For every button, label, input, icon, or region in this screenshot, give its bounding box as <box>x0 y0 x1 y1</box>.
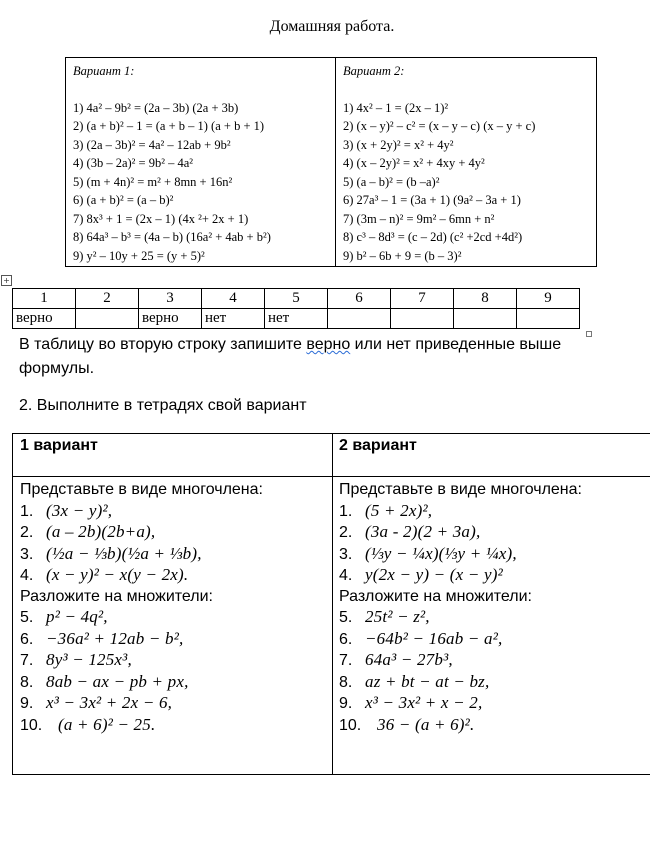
exercise-column-separator <box>332 434 333 774</box>
answer-table <box>12 288 580 329</box>
exercise-table <box>12 433 650 775</box>
exercise-expression: y(2x − y) − (x − y)² <box>365 565 503 584</box>
variant-2-formula: 3) (x + 2y)² = x² + 4y² <box>343 137 454 152</box>
exercise-item <box>339 565 582 587</box>
variants-divider <box>335 58 336 266</box>
exercise-item <box>20 501 263 523</box>
variant-2-formula: 8) c³ – 8d³ = (c – 2d) (c² +2cd +4d²) <box>343 230 523 244</box>
variant-1-formula: 9) y² – 10y + 25 = (y + 5)² <box>73 248 205 263</box>
exercise-expression: (a + 6)² − 25. <box>58 714 156 734</box>
answer-input-cell[interactable]: верно <box>13 309 76 329</box>
variant-1-formula: 7) 8x³ + 1 = (2x – 1) (4x ²+ 2x + 1) <box>73 211 249 226</box>
exercise-number: 10. <box>20 716 43 734</box>
exercise-item <box>339 693 582 715</box>
exercise-item <box>20 650 263 672</box>
exercise-expression: p² − 4q², <box>46 607 108 626</box>
exercise-item <box>339 629 582 651</box>
answer-input-cell[interactable] <box>76 309 139 329</box>
variant-2-column <box>343 62 535 265</box>
variant-2-formula: 4) (x – 2y)² = x² + 4xy + 4y² <box>343 156 485 170</box>
exercise-expression: (3x − y)², <box>46 500 113 520</box>
exercise-number: 9. <box>20 695 34 712</box>
task-2-text: 2. Выполните в тетрадях свой вариант <box>19 397 307 414</box>
exercise-number: 10. <box>339 716 362 734</box>
exercise-number: 3. <box>20 545 34 563</box>
exercise-number: 5. <box>20 609 34 626</box>
exercise-expression: (a – 2b)(2b+a), <box>46 522 156 541</box>
exercise-number: 2. <box>339 524 353 541</box>
answer-number-cell: 9 <box>517 289 580 309</box>
exercise-item <box>20 544 263 566</box>
variant-1-header: 1 вариант <box>20 437 98 454</box>
variant-2-section-1: Представьте в виде многочлена: <box>339 481 582 498</box>
variant-1-heading: Вариант 1: <box>73 64 135 78</box>
variant-2-exercises <box>339 480 582 736</box>
variant-1-section-2: Разложите на множители: <box>20 587 213 605</box>
exercise-item <box>20 629 263 651</box>
answer-input-cell[interactable] <box>391 309 454 329</box>
variant-2-heading: Вариант 2: <box>343 64 405 78</box>
variant-2-formula: 6) 27a³ – 1 = (3a + 1) (9a² – 3a + 1) <box>343 193 521 207</box>
exercise-item <box>339 715 582 737</box>
exercise-expression: 36 − (a + 6)². <box>377 714 475 734</box>
exercise-item <box>339 650 582 672</box>
exercise-expression: 25t² − z², <box>365 607 430 626</box>
instruction-text <box>19 333 619 381</box>
exercise-expression: −64b² − 16ab − a², <box>365 628 503 648</box>
exercise-number: 4. <box>20 567 34 584</box>
exercise-item <box>339 522 582 544</box>
variant-1-formula: 2) (a + b)² – 1 = (a + b – 1) (a + b + 1) <box>73 119 265 133</box>
variant-2-formula: 9) b² – 6b + 9 = (b – 3)² <box>343 248 462 263</box>
answer-number-cell: 8 <box>454 289 517 309</box>
exercise-number: 7. <box>339 652 353 669</box>
answer-number-cell: 1 <box>13 289 76 309</box>
page-title: Домашняя работа. <box>269 18 395 35</box>
variant-1-formula: 8) 64a³ – b³ = (4a – b) (16a² + 4ab + b²) <box>73 230 271 244</box>
exercise-expression: (3a - 2)(2 + 3a), <box>365 522 481 541</box>
instruction-underlined-word: верно <box>306 336 351 353</box>
exercise-number: 8. <box>20 673 34 691</box>
exercise-item <box>20 672 263 694</box>
exercise-expression: (5 + 2x)², <box>365 500 433 520</box>
exercise-expression: x³ − 3x² + 2x − 6, <box>46 693 173 712</box>
exercise-number: 2. <box>20 524 34 541</box>
exercise-number: 9. <box>339 695 353 712</box>
variant-2-formula: 1) 4x² – 1 = (2x – 1)² <box>343 100 449 115</box>
exercise-number: 4. <box>339 567 353 584</box>
answer-input-cell[interactable]: нет <box>265 309 328 329</box>
exercise-expression: (½a − ⅓b)(½a + ⅓b), <box>46 543 202 563</box>
variant-1-exercises <box>20 480 263 736</box>
answer-input-cell[interactable] <box>328 309 391 329</box>
answer-number-cell: 5 <box>265 289 328 309</box>
exercise-expression: −36a² + 12ab − b², <box>46 628 184 648</box>
variant-1-formula: 1) 4a² – 9b² = (2a – 3b) (2a + 3b) <box>73 100 239 115</box>
answer-input-cell[interactable] <box>454 309 517 329</box>
exercise-item <box>339 607 582 629</box>
answer-number-cell: 4 <box>202 289 265 309</box>
exercise-number: 6. <box>20 630 34 648</box>
exercise-number: 1. <box>339 502 353 520</box>
exercise-expression: x³ − 3x² + x − 2, <box>365 693 483 712</box>
exercise-number: 8. <box>339 673 353 691</box>
exercise-item <box>339 501 582 523</box>
variant-1-section-1: Представьте в виде многочлена: <box>20 481 263 498</box>
exercise-expression: az + bt − at − bz, <box>365 671 490 691</box>
answer-number-cell: 7 <box>391 289 454 309</box>
exercise-number: 1. <box>20 502 34 520</box>
variant-2-formula: 5) (a – b)² = (b –a)² <box>343 174 440 189</box>
exercise-item <box>20 715 263 737</box>
answer-number-row <box>13 289 580 309</box>
variant-2-formula: 7) (3m – n)² = 9m² – 6mn + n² <box>343 211 495 226</box>
variant-1-formula: 6) (a + b)² = (a – b)² <box>73 193 174 207</box>
instruction-after: или нет приведенные выше формулы. <box>19 336 562 377</box>
answer-input-cell[interactable] <box>517 309 580 329</box>
variants-box <box>65 57 597 267</box>
answer-number-cell: 3 <box>139 289 202 309</box>
answer-number-cell: 6 <box>328 289 391 309</box>
exercise-expression: 8y³ − 125x³, <box>46 650 132 669</box>
answer-input-cell[interactable]: верно <box>139 309 202 329</box>
variant-1-formula: 5) (m + 4n)² = m² + 8mn + 16n² <box>73 174 233 189</box>
exercise-expression: 8ab − ax − pb + px, <box>46 671 189 691</box>
variant-2-formula: 2) (x – y)² – c² = (x – y – c) (x – y + c) <box>343 119 536 133</box>
exercise-item <box>20 693 263 715</box>
exercise-item <box>20 607 263 629</box>
instruction-before: В таблицу во вторую строку запишите <box>19 336 307 353</box>
exercise-item <box>339 544 582 566</box>
variant-2-header: 2 вариант <box>339 437 417 454</box>
exercise-number: 7. <box>20 652 34 669</box>
variant-2-section-2: Разложите на множители: <box>339 587 532 605</box>
exercise-expression: (⅓y − ¼x)(⅓y + ¼x), <box>365 543 517 563</box>
answer-number-cell: 2 <box>76 289 139 309</box>
exercise-item <box>339 672 582 694</box>
variant-1-column <box>73 62 271 265</box>
answer-value-row <box>13 309 580 329</box>
exercise-number: 3. <box>339 545 353 563</box>
exercise-item <box>20 522 263 544</box>
exercise-expression: 64a³ − 27b³, <box>365 650 453 669</box>
exercise-expression: (x − y)² − x(y − 2x). <box>46 565 189 584</box>
exercise-number: 5. <box>339 609 353 626</box>
exercise-item <box>20 565 263 587</box>
table-move-handle-icon[interactable]: + <box>1 275 12 286</box>
answer-input-cell[interactable]: нет <box>202 309 265 329</box>
exercise-number: 6. <box>339 630 353 648</box>
variant-1-formula: 4) (3b – 2a)² = 9b² – 4a² <box>73 156 194 170</box>
variant-1-formula: 3) (2a – 3b)² = 4a² – 12ab + 9b² <box>73 137 231 152</box>
